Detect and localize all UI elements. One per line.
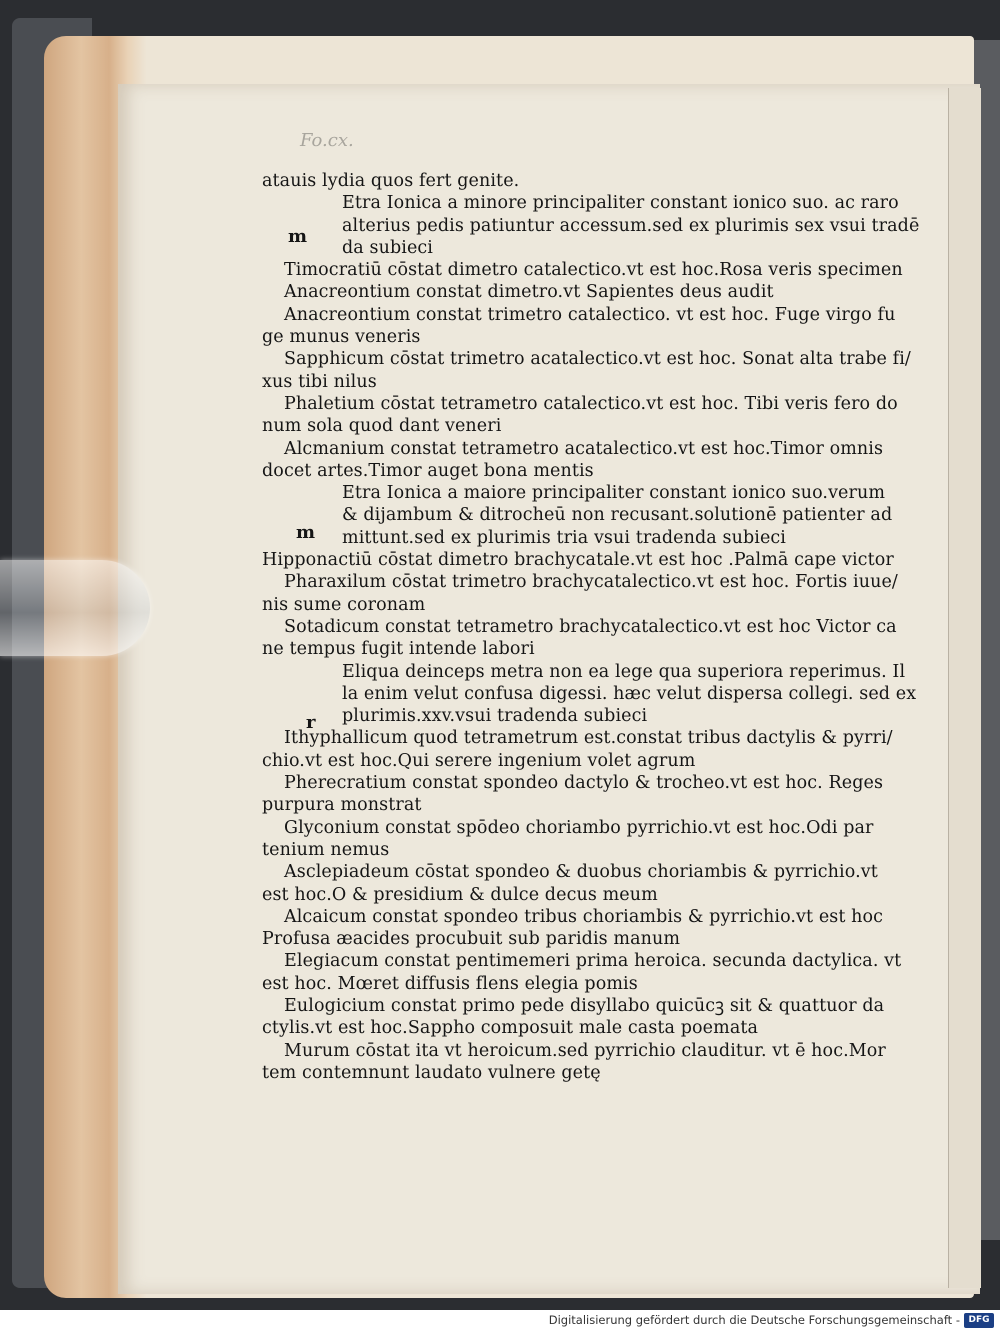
text-line: Anacreontium constat trimetro catalectico. vt est hoc. Fuge virgo fu <box>284 304 896 325</box>
text-line: Asclepiadeum cōstat spondeo & duobus choriambis & pyrrichio.vt <box>284 862 878 883</box>
initial-guide-letter: r <box>306 712 316 733</box>
text-line: Profusa æacides procubuit sub paridis manum <box>262 929 681 950</box>
text-line: Alcmanium constat tetrametro acatalectico.vt est hoc.Timor omnis <box>284 438 884 459</box>
text-line: num sola quod dant veneri <box>262 416 502 437</box>
text-line: Etra Ionica a minore principaliter constant ionico suo. ac raro <box>342 193 899 214</box>
dfg-logo: DFG <box>964 1313 994 1328</box>
text-line: purpura monstrat <box>262 795 422 816</box>
text-line: Timocratiū cōstat dimetro catalectico.vt est hoc.Rosa veris specimen <box>284 260 903 281</box>
text-line: nis sume coronam <box>262 594 426 615</box>
text-line: ge munus veneris <box>262 327 421 348</box>
text-line: docet artes.Timor auget bona mentis <box>262 460 594 481</box>
text-line: Pharaxilum cōstat trimetro brachycatalectico.vt est hoc. Fortis iuue/ <box>284 572 898 593</box>
text-line: ctylis.vt est hoc.Sappho composuit male casta poemata <box>262 1018 759 1039</box>
text-line: Etra Ionica a maiore principaliter constant ionico suo.verum <box>342 483 886 504</box>
text-line: Eliqua deinceps metra non ea lege qua superiora reperimus. Il <box>342 661 906 682</box>
text-line: atauis lydia quos fert genite. <box>262 171 520 191</box>
text-line: Pherecratium constat spondeo dactylo & trocheo.vt est hoc. Reges <box>284 773 884 794</box>
text-line: alterius pedis patiuntur accessum.sed ex plurimis sex vsui tradē <box>342 215 920 236</box>
text-line: Sotadicum constat tetrametro brachycatalectico.vt est hoc Victor ca <box>284 616 897 637</box>
text-line: tenium nemus <box>262 839 390 860</box>
initial-guide-letter: m <box>296 522 316 543</box>
text-line: plurimis.xxv.vsui tradenda subieci <box>342 706 648 727</box>
text-line: mittunt.sed ex plurimis tria vsui tradenda subieci <box>342 527 787 548</box>
initial-guide-letter: m <box>288 226 308 247</box>
text-line: Ithyphallicum quod tetrametrum est.constat tribus dactylis & pyrri/ <box>284 728 893 749</box>
footer-bar <box>0 1310 1000 1331</box>
facing-page-edge <box>948 88 981 1288</box>
text-line: tem contemnunt laudato vulnere getę <box>262 1062 601 1083</box>
footer-credit: Digitalisierung gefördert durch die Deutsche Forschungsgemeinschaft - <box>548 1313 960 1327</box>
text-line: ne tempus fugit intende labori <box>262 639 535 660</box>
text-line: Sapphicum cōstat trimetro acatalectico.vt est hoc. Sonat alta trabe fi/ <box>284 349 911 370</box>
text-line: Anacreontium constat dimetro.vt Sapientes deus audit <box>284 282 774 303</box>
text-line: Hipponactiū cōstat dimetro brachycatale.vt est hoc .Palmā cape victor <box>262 550 894 571</box>
text-line: Eulogicium constat primo pede disyllabo quicūcꝫ sit & quattuor da <box>284 995 885 1016</box>
text-line: xus tibi nilus <box>262 371 377 392</box>
text-line: est hoc. Mœret diffusis flens elegia pomis <box>262 973 638 994</box>
text-block <box>262 170 922 1084</box>
text-line: Murum cōstat ita vt heroicum.sed pyrrichio clauditur. vt ē hoc.Mor <box>284 1040 886 1061</box>
text-line: & dijambum & ditrocheū non recusant.solutionē patienter ad <box>342 505 893 526</box>
text-line: Alcaicum constat spondeo tribus choriambis & pyrrichio.vt est hoc <box>284 906 884 927</box>
text-line: Elegiacum constat pentimemeri prima heroica. secunda dactylica. vt <box>284 951 902 972</box>
text-line: da subieci <box>342 237 434 258</box>
text-line: Glyconium constat spōdeo choriambo pyrrichio.vt est hoc.Odi par <box>284 817 874 838</box>
text-line: Phaletium cōstat tetrametro catalectico.vt est hoc. Tibi veris fero do <box>284 393 898 414</box>
glass-page-weight <box>0 560 150 656</box>
text-line: chio.vt est hoc.Qui serere ingenium volet agrum <box>262 750 696 771</box>
folio-mark: Fo.cx. <box>300 130 354 151</box>
text-line: est hoc.O & presidium & dulce decus meum <box>262 884 658 905</box>
text-line: la enim velut confusa digessi. hæc velut dispersa collegi. sed ex <box>342 683 917 704</box>
